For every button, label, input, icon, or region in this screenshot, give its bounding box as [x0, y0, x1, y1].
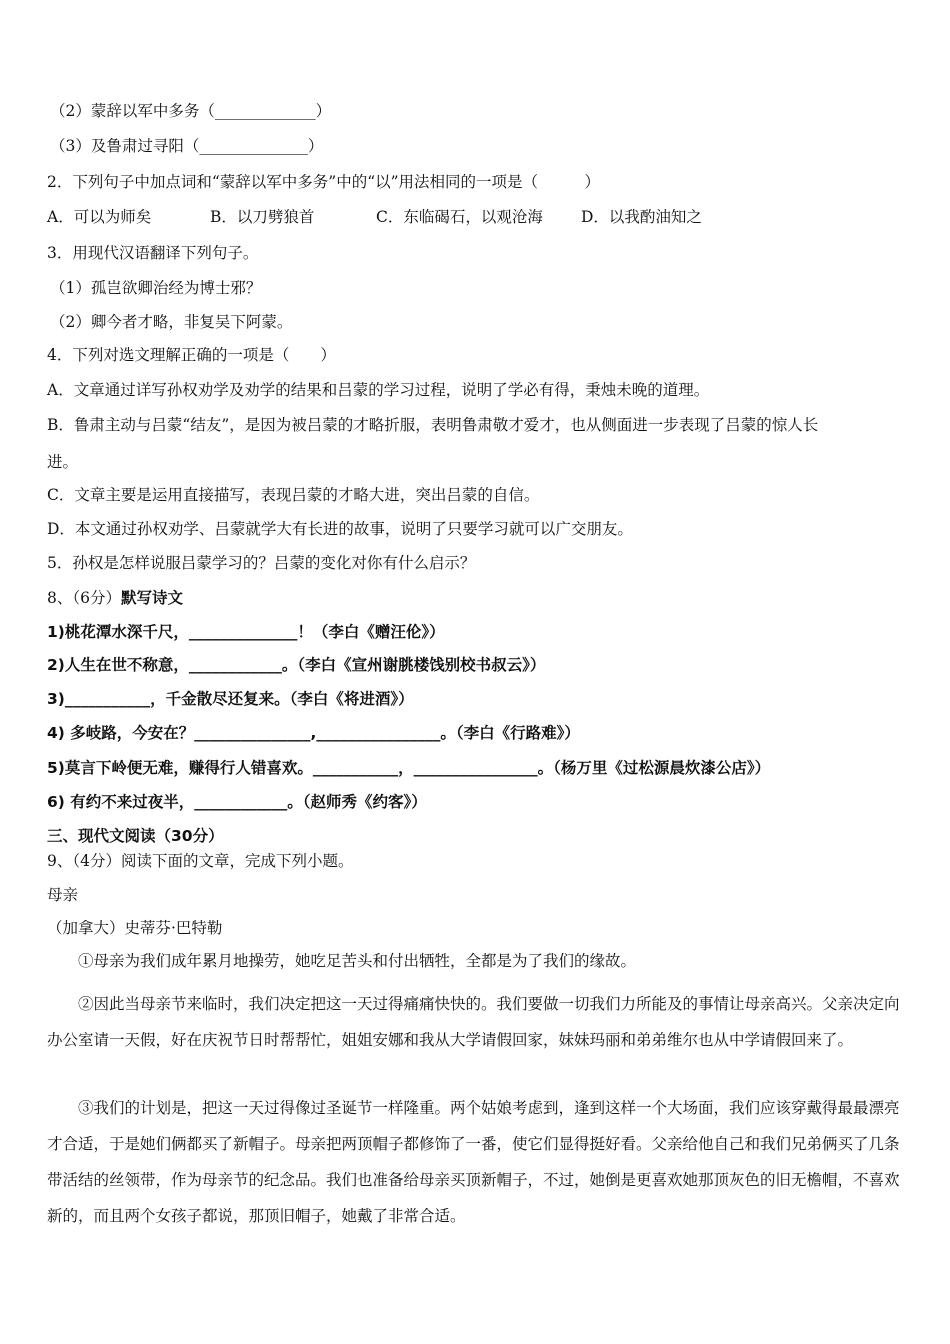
option-a: A．可以为师矣	[47, 208, 152, 226]
question-4-option-d: D．本文通过孙权劝学、吕蒙就学大有长进的故事，说明了只要学习就可以广交朋友。	[47, 520, 633, 538]
question-8-prefix: 8、（6分）	[47, 589, 121, 607]
question-4-stem: 4．下列对选文理解正确的一项是（ ）	[47, 346, 336, 364]
section-3-heading: 三、现代文阅读（30分）	[47, 827, 224, 845]
question-9-stem: 9、（4分）阅读下面的文章，完成下列小题。	[47, 852, 354, 870]
question-8-item-3: 3)___________，千金散尽还复来。（李白《将进酒》）	[47, 690, 414, 708]
question-8-header	[47, 588, 183, 608]
question-8-title: 默写诗文	[120, 589, 183, 607]
article-paragraph-2: ②因此当母亲节来临时，我们决定把这一天过得痛痛快快的。我们要做一切我们力所能及的事情让母亲高兴。父亲决定向办公室请一天假，好在庆祝节日时帮帮忙，姐姐安娜和我从大学请假回家，妹妹玛丽和弟弟维尔也从中学请假回来了。	[47, 995, 900, 1049]
question-8-item-4: 4) 多岐路，今安在？_______________,________________。（李白《行路难》）	[47, 724, 580, 742]
question-8-item-1: 1)桃花潭水深千尺，______________！（李白《赠汪伦》）	[47, 623, 445, 641]
question-2-stem: 2．下列句子中加点词和“蒙辞以军中多务”中的“以”用法相同的一项是（ ）	[47, 173, 601, 191]
article-paragraph-3: ③我们的计划是，把这一天过得像过圣诞节一样隆重。两个姑娘考虑到，逢到这样一个大场面，我们应该穿戴得最最漂亮才合适，于是她们俩都买了新帽子。母亲把两顶帽子都修饰了一番，使它们显得挺好看。父亲给他自己和我们兄弟俩买了几条带活结的丝领带，作为母亲节的纪念品。我们也准备给母亲买顶新帽子，不过，她倒是更喜欢她那顶灰色的旧无檐帽，不喜欢新的，而且两个女孩子都说，那顶旧帽子，她戴了非常合适。	[47, 1099, 900, 1225]
article-author: （加拿大）史蒂芬·巴特勒	[47, 919, 223, 937]
question-4-option-a: A．文章通过详写孙权劝学及劝学的结果和吕蒙的学习过程，说明了学必有得，秉烛未晚的道理。	[47, 381, 710, 399]
question-4-option-b: B．鲁肃主动与吕蒙“结友”，是因为被吕蒙的才略折服，表明鲁肃敬才爱才，也从侧面进一步表现了吕蒙的惊人长	[47, 416, 819, 434]
article-paragraph-1: ①母亲为我们成年累月地操劳，她吃足苦头和付出牺牲，全都是为了我们的缘故。	[78, 952, 637, 970]
option-b: B．以刀劈狼首	[210, 208, 315, 226]
question-3-item-2: （2）卿今者才略，非复吴下阿蒙。	[50, 313, 293, 331]
question-1-item-2: （2）蒙辞以军中多务（_____________）	[50, 102, 332, 120]
question-8-item-6: 6) 有约不来过夜半，____________。（赵师秀《约客》）	[47, 793, 427, 811]
question-3-stem: 3．用现代汉语翻译下列句子。	[47, 244, 259, 262]
question-8-item-2: 2)人生在世不称意，____________。（李白《宣州谢朓楼饯别校书叔云》）	[47, 656, 546, 674]
option-d: D．以我酌油知之	[581, 208, 702, 226]
question-1-item-3: （3）及鲁肃过寻阳（______________）	[50, 137, 324, 155]
question-3-item-1: （1）孤岂欲卿治经为博士邪？	[50, 279, 262, 297]
question-8-item-5: 5)莫言下岭便无难，赚得行人错喜欢。___________，________________。（杨万里《过松源晨炊漆公店》）	[47, 759, 771, 777]
question-5: 5．孙权是怎样说服吕蒙学习的？吕蒙的变化对你有什么启示？	[47, 554, 476, 572]
article-title: 母亲	[47, 886, 79, 904]
option-c: C．东临碣石，以观沧海	[376, 208, 543, 226]
question-4-option-b-cont: 进。	[47, 453, 79, 471]
question-4-option-c: C．文章主要是运用直接描写，表现吕蒙的才略大进，突出吕蒙的自信。	[47, 486, 540, 504]
